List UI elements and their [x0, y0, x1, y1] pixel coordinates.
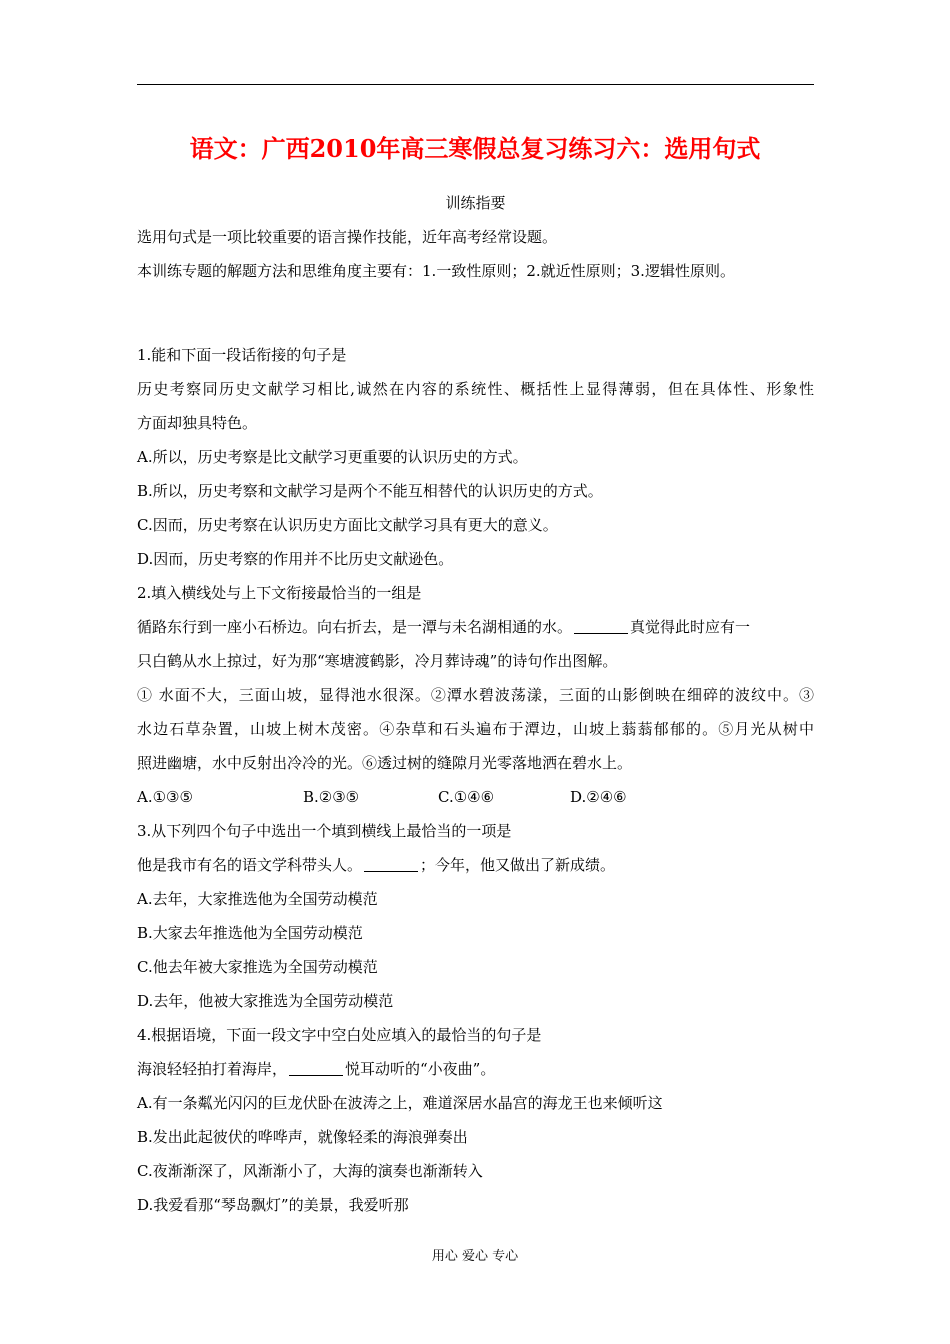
question-1-passage: 历史考察同历史文献学习相比,诚然在内容的系统性、概括性上显得薄弱，但在具体性、形象性: [137, 380, 814, 398]
question-3-option-b: B.大家去年推选他为全国劳动模范: [137, 924, 363, 942]
spacer: [137, 288, 814, 338]
question-3-stem: 3.从下列四个句子中选出一个填到横线上最恰当的一项是: [137, 822, 512, 840]
question-2-option-b: B.②③⑤: [303, 788, 360, 806]
question-3-option-d: D.去年，他被大家推选为全国劳动模范: [137, 992, 394, 1010]
question-4-passage: [137, 1052, 814, 1086]
question-1-option-d: D.因而，历史考察的作用并不比历史文献逊色。: [137, 550, 454, 568]
question-3-passage-text: ；今年，他又做出了新成绩。: [420, 856, 616, 874]
question-2-options: [137, 780, 814, 814]
section-subtitle: 训练指要: [445, 194, 506, 212]
question-2-option-a: A.①③⑤: [137, 788, 193, 806]
question-4-option-d: D.我爱看那“琴岛飘灯”的美景，我爱听那: [137, 1196, 409, 1214]
question-2-items: 照进幽塘，水中反射出冷冷的光。⑥透过树的缝隙月光零落地洒在碧水上。: [137, 754, 633, 772]
question-3-option-c: C.他去年被大家推选为全国劳动模范: [137, 958, 378, 976]
answer-blank: [364, 855, 418, 872]
document-body: [137, 186, 814, 1222]
answer-blank: [289, 1059, 343, 1076]
header-rule: [137, 84, 814, 85]
question-1-option-c: C.因而，历史考察在认识历史方面比文献学习具有更大的意义。: [137, 516, 558, 534]
question-1-option-b: B.所以，历史考察和文献学习是两个不能互相替代的认识历史的方式。: [137, 482, 603, 500]
question-2-option-c: C.①④⑥: [438, 788, 495, 806]
question-3-passage: [137, 848, 814, 882]
question-4-option-b: B.发出此起彼伏的哗哗声，就像轻柔的海浪弹奏出: [137, 1128, 468, 1146]
intro-line: 本训练专题的解题方法和思维角度主要有：1.一致性原则；2.就近性原则；3.逻辑性原则。: [137, 262, 735, 280]
question-2-passage-text: 真觉得此时应有一: [630, 618, 751, 636]
question-4-option-c: C.夜渐渐深了，风渐渐小了，大海的演奏也渐渐转入: [137, 1162, 483, 1180]
question-2-stem: 2.填入横线处与上下文衔接最恰当的一组是: [137, 584, 422, 602]
question-3-option-a: A.去年，大家推选他为全国劳动模范: [137, 890, 378, 908]
answer-blank: [574, 617, 628, 634]
question-4-passage-text: 悦耳动听的“小夜曲”。: [345, 1060, 496, 1078]
question-1-stem: 1.能和下面一段话衔接的句子是: [137, 346, 347, 364]
question-4-stem: 4.根据语境，下面一段文字中空白处应填入的最恰当的句子是: [137, 1026, 542, 1044]
document-title: 语文：广西2010年高三寒假总复习练习六：选用句式: [189, 134, 761, 163]
question-2-passage-text: 循路东行到一座小石桥边。向右折去，是一潭与未名湖相通的水。: [137, 618, 573, 636]
question-2-items: ① 水面不大，三面山坡，显得池水很深。②潭水碧波荡漾，三面的山影倒映在细碎的波纹中。③: [137, 686, 814, 704]
question-1-passage: 方面却独具特色。: [137, 414, 258, 432]
question-2-items: 水边石草杂置，山坡上树木茂密。④杂草和石头遍布于潭边，山坡上蓊蓊郁郁的。⑤月光从树中: [137, 720, 814, 738]
question-2-passage: [137, 610, 814, 644]
question-2-passage: 只白鹤从水上掠过，好为那“寒塘渡鹤影，冷月葬诗魂”的诗句作出图解。: [137, 652, 618, 670]
page-footer: 用心 爱心 专心: [431, 1249, 519, 1264]
question-4-option-a: A.有一条粼光闪闪的巨龙伏卧在波涛之上，难道深居水晶宫的海龙王也来倾听这: [137, 1094, 663, 1112]
intro-line: 选用句式是一项比较重要的语言操作技能，近年高考经常设题。: [137, 228, 558, 246]
question-1-option-a: A.所以，历史考察是比文献学习更重要的认识历史的方式。: [137, 448, 528, 466]
question-3-passage-text: 他是我市有名的语文学科带头人。: [137, 856, 363, 874]
question-2-option-d: D.②④⑥: [570, 788, 627, 806]
question-4-passage-text: 海浪轻轻拍打着海岸，: [137, 1060, 288, 1078]
